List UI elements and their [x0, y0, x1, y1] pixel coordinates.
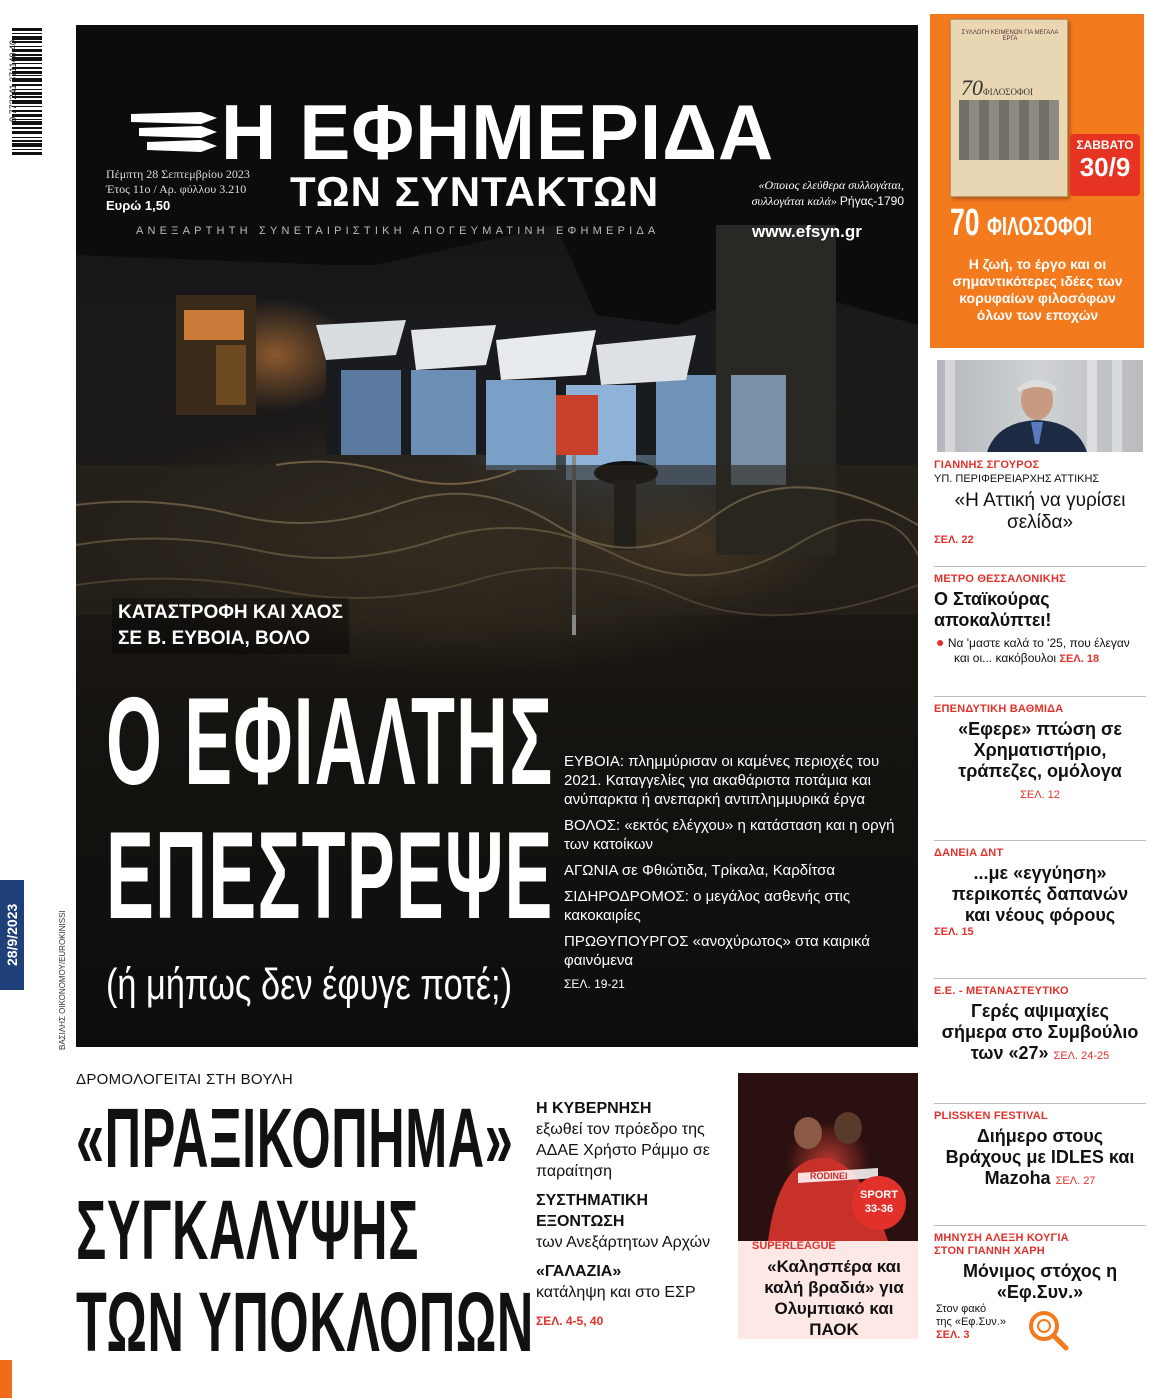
book-word: ΦΙΛΟΣΟΦΟΙ [983, 87, 1034, 97]
masthead-price: Ευρώ 1,50 [106, 198, 171, 213]
bottom-headline [76, 1092, 534, 1368]
loans-item[interactable] [934, 847, 1146, 938]
interview-role: ΥΠ. ΠΕΡΙΦΕΡΕΙΑΡΧΗΣ ΑΤΤΙΚΗΣ [934, 473, 1100, 485]
masthead-tagline: ΑΝΕΞΑΡΤΗΤΗ ΣΥΝΕΤΑΙΡΙΣΤΙΚΗ ΑΠΟΓΕΥΜΑΤΙΝΗ ΕΦΗΜΕΡΙΔΑ [136, 225, 660, 237]
metro-text: Να 'μαστε καλά το '25, που έλεγαν και οι... κακόβουλοι [947, 636, 1130, 665]
photo-credit: ΒΑΣΙΛΗΣ ΟΙΚΟΝΟΜΟΥ/EUROKINISSI [58, 910, 67, 1050]
lawsuit-text-1: Στον φακό [936, 1303, 987, 1315]
sport-badge [852, 1176, 906, 1230]
bottom-kicker: ΔΡΟΜΟΛΟΓΕΙΤΑΙ ΣΤΗ ΒΟΥΛΗ [76, 1071, 294, 1088]
book-series: ΣΥΛΛΟΓΗ ΚΕΙΜΕΝΩΝ ΓΙΑ ΜΕΓΑΛΑ ΕΡΓΑ [961, 30, 1059, 42]
metro-label: ΜΕΤΡΟ ΘΕΣΣΑΛΟΝΙΚΗΣ [934, 573, 1066, 585]
festival-item[interactable] [934, 1110, 1146, 1192]
lead-page-ref: ΣΕΛ. 19-21 [564, 977, 625, 991]
migration-page: ΣΕΛ. 24-25 [1053, 1050, 1110, 1062]
lead-kicker [112, 598, 349, 654]
loans-title: ...με «εγγύηση» περικοπές δαπανών και νέους φόρους [951, 863, 1129, 925]
divider [934, 696, 1146, 697]
quote-line-1: «Οποιος ελεύθερα συλλογάται, [758, 178, 904, 192]
bullet-icon: ● [936, 634, 945, 650]
promo-title: 70 ΦΙΛΟΣΟΦΟΙ [950, 202, 1093, 244]
loans-label: ΔΑΝΕΙΑ ΔΝΤ [934, 847, 1004, 859]
bottom-headline-line-1: «ΠΡΑΞΙΚΟΠΗΜΑ» [76, 1091, 514, 1185]
festival-label: PLISSKEN FESTIVAL [934, 1110, 1048, 1122]
sport-badge-label: SPORT [860, 1189, 898, 1201]
lead-headline-line-1: Ο ΕΦΙΑΛΤΗΣ [106, 673, 554, 811]
interview-item[interactable] [934, 459, 1146, 546]
lead-bullet: ΒΟΛΟΣ: «εκτός ελέγχου» η κατάσταση και η οργή των κατοίκων [564, 817, 895, 853]
lawsuit-page: ΣΕΛ. 3 [936, 1329, 970, 1341]
interview-name: ΓΙΑΝΝΗΣ ΣΓΟΥΡΟΣ [934, 459, 1040, 471]
spine-date: 28/9/2023 [0, 880, 24, 990]
corner-mark [0, 1360, 12, 1398]
migration-label: Ε.Ε. - ΜΕΤΑΝΑΣΤΕΥΤΙΚΟ [934, 985, 1069, 997]
quote-line-2: συλλογάται καλά» [751, 194, 837, 208]
migration-item[interactable] [934, 985, 1146, 1067]
invest-label: ΕΠΕΝΔΥΤΙΚΗ ΒΑΘΜΙΔΑ [934, 703, 1064, 715]
invest-page: ΣΕΛ. 12 [1020, 789, 1060, 801]
lawsuit-label-2: ΣΤΟΝ ΓΙΑΝΝΗ ΧΑΡΗ [934, 1245, 1045, 1257]
bottom-page-ref: ΣΕΛ. 4-5, 40 [536, 1314, 604, 1328]
lead-bullet: ΠΡΩΘΥΠΟΥΡΓΟΣ «ανοχύρωτος» στα καιρικά φαινόμενα [564, 933, 870, 969]
sport-title: «Καλησπέρα και καλή βραδιά» για Ολυμπιακό και ΠΑΟΚ [764, 1257, 904, 1339]
lead-kicker-line-2: ΣΕ Β. ΕΥΒΟΙΑ, ΒΟΛΟ [118, 628, 310, 649]
bottom-point: ΣΥΣΤΗΜΑΤΙΚΗ ΕΞΟΝΤΩΣΗ των Ανεξάρτητων Αρχών [536, 1192, 711, 1251]
lead-bullet: ΑΓΩΝΙΑ σε Φθιώτιδα, Τρίκαλα, Καρδίτσα [564, 862, 836, 879]
divider [934, 566, 1146, 567]
issue-line: Έτος 11ο / Αρ. φύλλου 3.210 [106, 182, 247, 196]
lead-headline [106, 675, 554, 943]
investment-item[interactable] [934, 703, 1146, 806]
badge-date: 30/9 [1079, 152, 1131, 182]
bottom-points [536, 1098, 736, 1332]
lead-bullet: ΕΥΒΟΙΑ: πλημμύρισαν οι καμένες περιοχές του 2021. Καταγγελίες για ακαθάριστα ποτάμια και ανύπαρκτα ή ανεπαρκή αντιπλημμυρικά έργα [564, 753, 880, 808]
book-number: 70ΦΙΛΟΣΟΦΟΙ [961, 75, 1034, 100]
pen-nibs-icon [131, 110, 221, 158]
barcode-number: 9 772241 371140 40 [8, 40, 18, 122]
lead-bullet: ΣΙΔΗΡΟΔΡΟΜΟΣ: ο μεγάλος ασθενής στις κακοκαιρίες [564, 888, 851, 924]
lawsuit-title: Μόνιμος στόχος η «Εφ.Συν.» [962, 1261, 1118, 1302]
divider [934, 978, 1146, 979]
philosophers-promo[interactable] [930, 14, 1144, 348]
masthead-subtitle: ΤΩΝ ΣΥΝΤΑΚΤΩΝ [290, 168, 660, 215]
loans-page: ΣΕΛ. 15 [934, 926, 974, 938]
date-line: Πέμπτη 28 Σεπτεμβρίου 2023 [106, 167, 250, 181]
quote-author: Ρήγας-1790 [839, 194, 904, 208]
lawsuit-label-1: ΜΗΝΥΣΗ ΑΛΕΞΗ ΚΟΥΓΙΑ [934, 1232, 1069, 1244]
metro-page: ΣΕΛ. 18 [1059, 653, 1100, 665]
website-link[interactable]: www.efsyn.gr [752, 222, 862, 241]
divider [934, 1103, 1146, 1104]
lead-photo-area [76, 25, 918, 1047]
festival-page: ΣΕΛ. 27 [1055, 1175, 1096, 1187]
book-cover [950, 19, 1068, 197]
divider [934, 1225, 1146, 1226]
interview-quote: «Η Αττική να γυρίσει σελίδα» [954, 490, 1126, 533]
interview-photo [937, 360, 1143, 452]
sport-label: SUPERLEAGUE [752, 1240, 836, 1252]
masthead-quote [724, 177, 904, 209]
bottom-point: «ΓΑΛΑΖΙΑ» κατάληψη και στο ΕΣΡ [536, 1263, 696, 1301]
person-silhouette-icon [977, 370, 1097, 452]
badge-day: ΣΑΒΒΑΤΟ [1076, 138, 1134, 152]
lead-kicker-line-1: ΚΑΤΑΣΤΡΟΦΗ ΚΑΙ ΧΑΟΣ [118, 602, 343, 623]
masthead-date [106, 167, 250, 197]
interview-page: ΣΕΛ. 22 [934, 534, 974, 546]
bottom-point: Η ΚΥΒΕΡΝΗΣΗ εξωθεί τον πρόεδρο της ΑΔΑΕ Χρήστο Ράμμο σε παραίτηση [536, 1100, 710, 1180]
lead-headline-line-2: ΕΠΕΣΤΡΕΨΕ [106, 807, 554, 945]
book-photo [959, 100, 1059, 160]
sport-badge-pages: 33-36 [864, 1203, 894, 1215]
masthead-title: Η ΕΦΗΜΕΡΙΔΑ [221, 88, 775, 176]
promo-text: Η ζωή, το έργο και οι σημαντικότερες ιδέες των κορυφαίων φιλοσόφων όλων των εποχών [952, 256, 1123, 323]
metro-title: Ο Σταϊκούρας αποκαλύπτει! [934, 589, 1052, 630]
lawsuit-text-2: της «Εφ.Συν.» [936, 1316, 1006, 1328]
date-badge [1070, 134, 1140, 196]
metro-item[interactable] [934, 573, 1146, 667]
invest-title: «Εφερε» πτώση σε Χρηματιστήριο, τράπεζες, ομόλογα [958, 719, 1122, 781]
bottom-headline-line-3: ΤΩΝ ΥΠΟΚΛΟΠΩΝ [76, 1275, 534, 1369]
jersey-name: RODINEI [810, 1171, 848, 1181]
lead-subheadline: (ή μήπως δεν έφυγε ποτέ;) [106, 960, 513, 1009]
divider [934, 840, 1146, 841]
bottom-headline-line-2: ΣΥΓΚΑΛΥΨΗΣ [76, 1183, 420, 1277]
migration-title: Γερές αψιμαχίες σήμερα στο Συμβούλιο των «27» [941, 1001, 1139, 1063]
festival-title: Διήμερο στους Βράχους με IDLES και Mazoha [945, 1126, 1135, 1188]
lead-bullets [564, 752, 909, 994]
magnifier-icon [1024, 1306, 1070, 1352]
